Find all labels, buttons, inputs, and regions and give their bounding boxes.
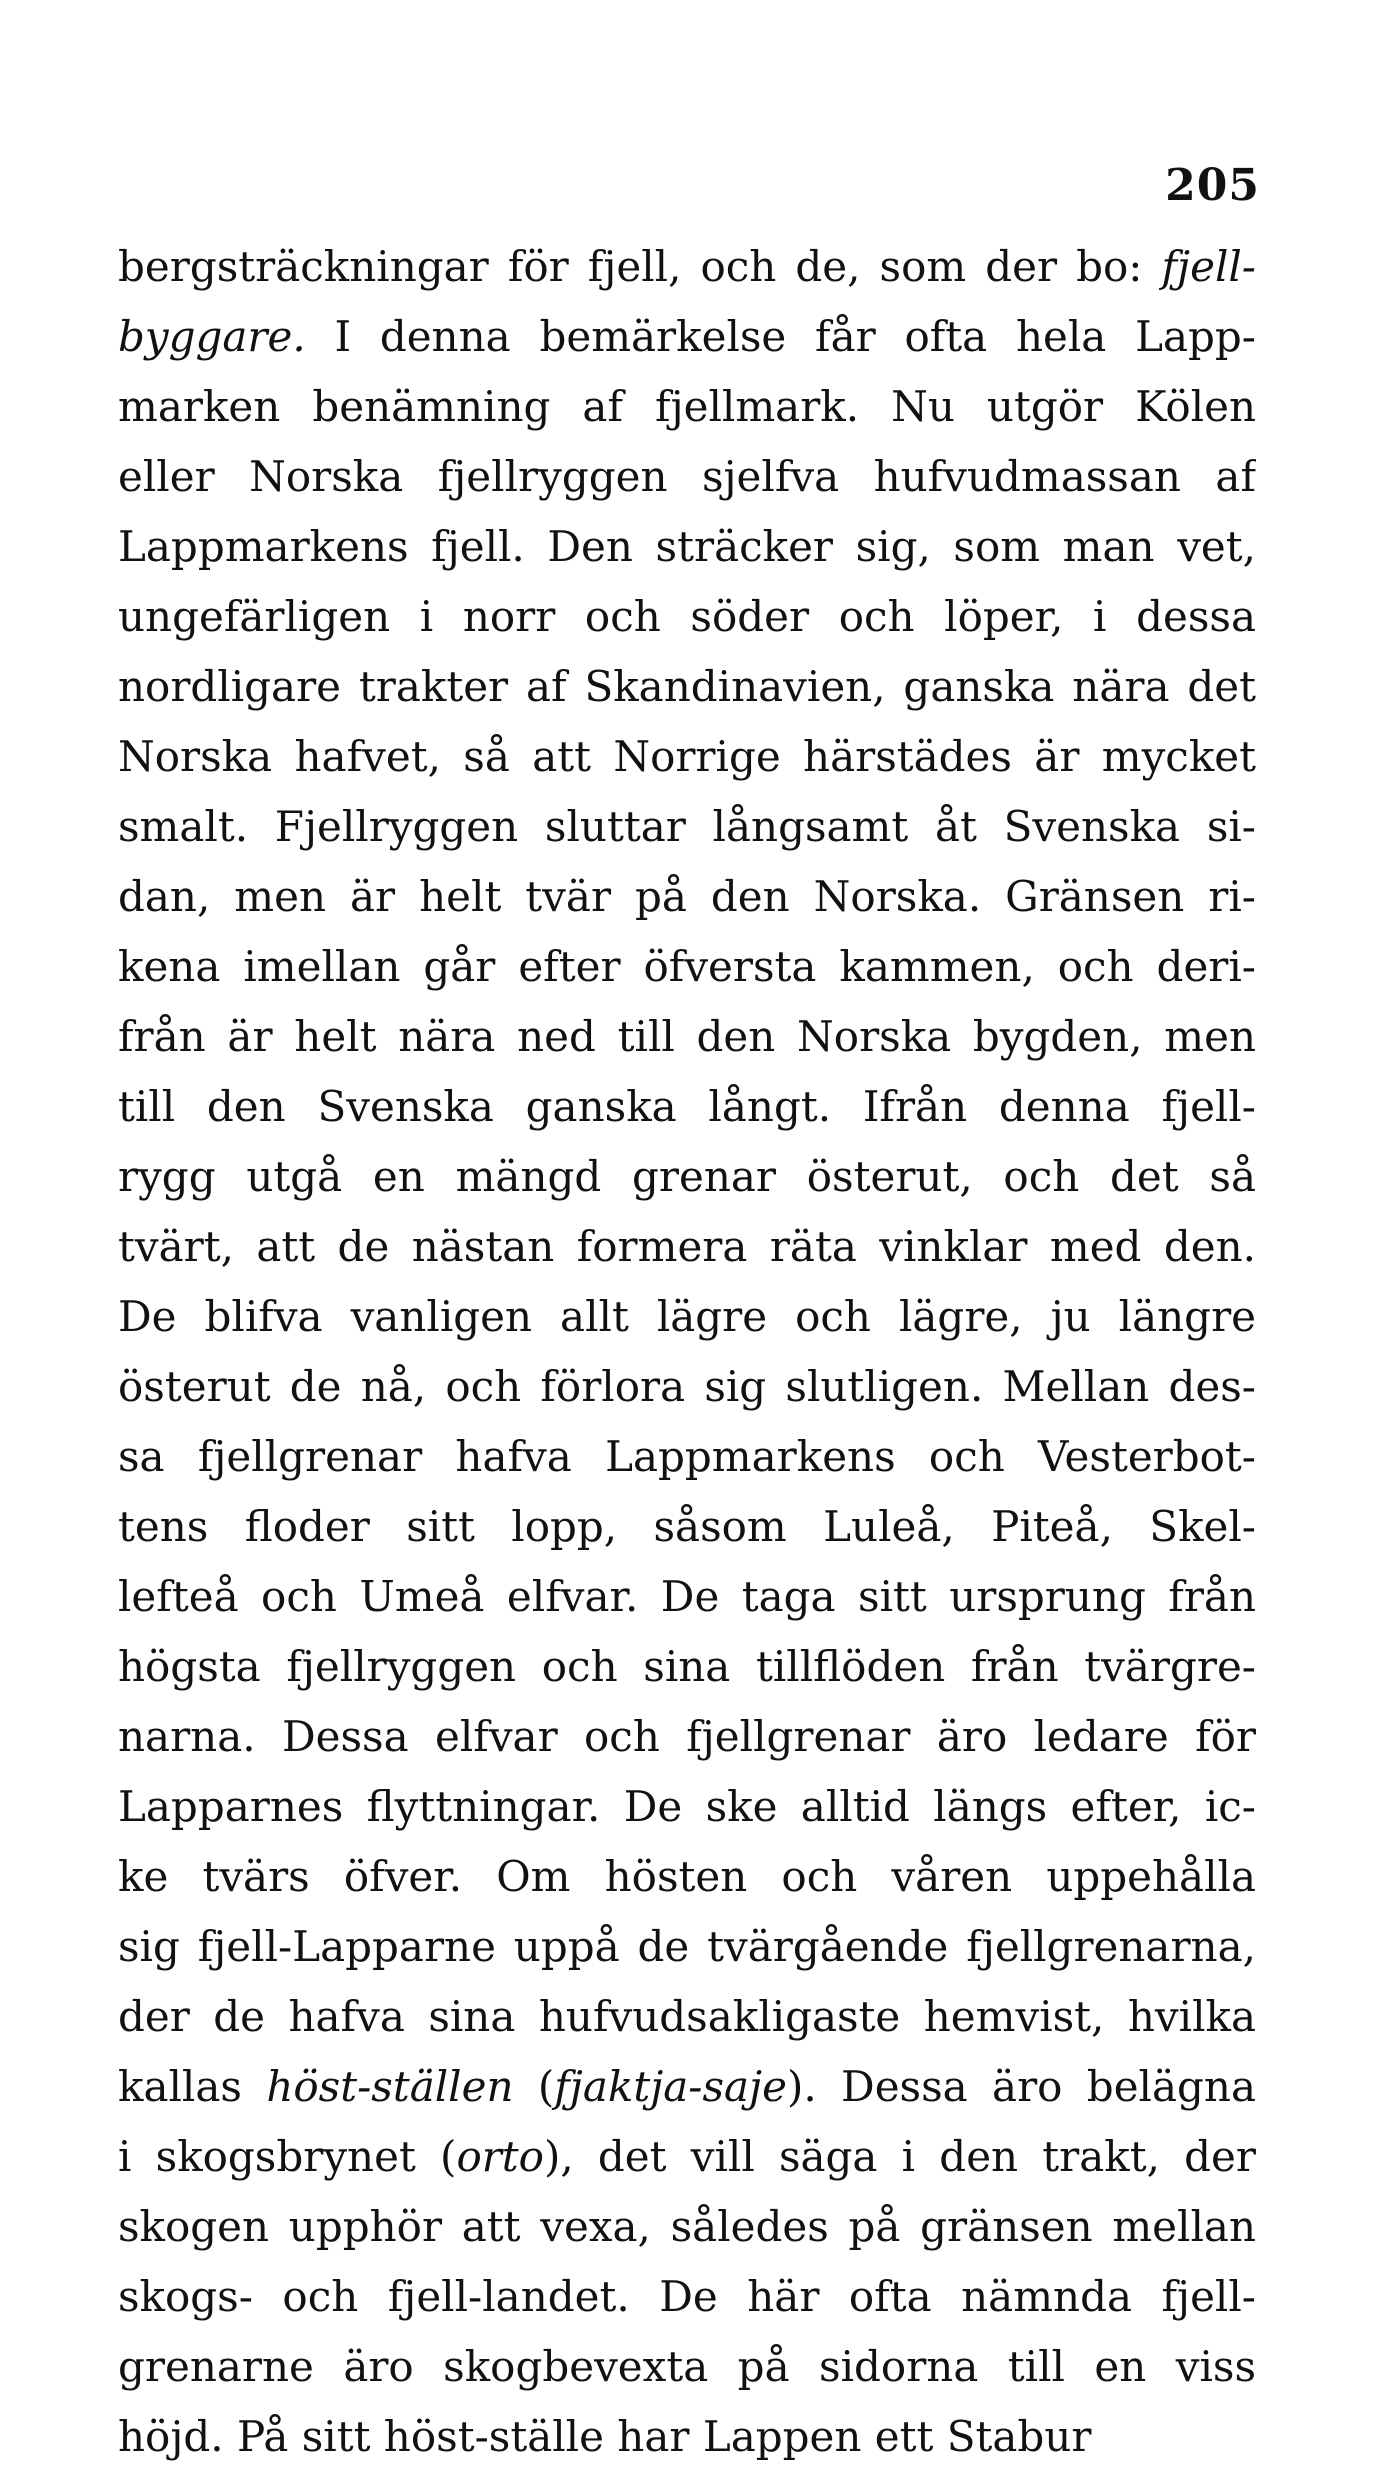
- text-line: bergsträckningar för fjell, och de, som der bo: fjell-: [118, 242, 1256, 291]
- text-line: österut de nå, och förlora sig slutligen. Mellan des-: [118, 1362, 1256, 1411]
- text-line: högsta fjellryggen och sina tillflöden från tvärgre-: [118, 1642, 1256, 1691]
- text-line: sa fjellgrenar hafva Lappmarkens och Vesterbot-: [118, 1432, 1256, 1481]
- text-line: De blifva vanligen allt lägre och lägre, ju längre: [118, 1292, 1256, 1341]
- text-line: höjd. På sitt höst-ställe har Lappen ett Stabur: [118, 2412, 1092, 2461]
- italic-term: byggare.: [118, 312, 306, 361]
- italic-term: orto: [456, 2132, 544, 2181]
- text-line: kena imellan går efter öfversta kammen, och deri-: [118, 942, 1256, 991]
- text-line: nordligare trakter af Skandinavien, ganska nära det: [118, 662, 1256, 711]
- text-line: från är helt nära ned till den Norska bygden, men: [118, 1012, 1256, 1061]
- text-line: i skogsbrynet (orto), det vill säga i den trakt, der: [118, 2132, 1256, 2181]
- text-line: grenarne äro skogbevexta på sidorna till en viss: [118, 2342, 1256, 2391]
- text-line: skogen upphör att vexa, således på gränsen mellan: [118, 2202, 1256, 2251]
- text-line: marken benämning af fjellmark. Nu utgör Kölen: [118, 382, 1256, 431]
- page-number: 205: [1165, 160, 1260, 211]
- text-line: ke tvärs öfver. Om hösten och våren uppehålla: [118, 1852, 1256, 1901]
- text-line: lefteå och Umeå elfvar. De taga sitt ursprung från: [118, 1572, 1256, 1621]
- text-line: der de hafva sina hufvudsakligaste hemvist, hvilka: [118, 1992, 1256, 2041]
- text-line: ungefärligen i norr och söder och löper, i dessa: [118, 592, 1256, 641]
- text-line: Lapparnes flyttningar. De ske alltid längs efter, ic-: [118, 1782, 1256, 1831]
- text-line: eller Norska fjellryggen sjelfva hufvudmassan af: [118, 452, 1256, 501]
- text-line: till den Svenska ganska långt. Ifrån denna fjell-: [118, 1082, 1256, 1131]
- italic-term: fjell-: [1161, 242, 1256, 291]
- body-text: [118, 232, 1256, 2472]
- italic-term: höst-ställen: [266, 2062, 514, 2111]
- text-line: dan, men är helt tvär på den Norska. Gränsen ri-: [118, 872, 1256, 921]
- text-line: smalt. Fjellryggen sluttar långsamt åt Svenska si-: [118, 802, 1256, 851]
- text-line: rygg utgå en mängd grenar österut, och det så: [118, 1152, 1256, 1201]
- text-line: tens floder sitt lopp, såsom Luleå, Piteå, Skel-: [118, 1502, 1256, 1551]
- text-line: byggare. I denna bemärkelse får ofta hela Lapp-: [118, 312, 1256, 361]
- text-line: kallas höst-ställen (fjaktja-saje). Dessa äro belägna: [118, 2062, 1256, 2111]
- text-line: skogs- och fjell-landet. De här ofta nämnda fjell-: [118, 2272, 1256, 2321]
- text-line: sig fjell-Lapparne uppå de tvärgående fjellgrenarna,: [118, 1922, 1256, 1971]
- italic-term: fjaktja-saje: [554, 2062, 787, 2111]
- text-line: Norska hafvet, så att Norrige härstädes är mycket: [118, 732, 1256, 781]
- text-line: narna. Dessa elfvar och fjellgrenar äro ledare för: [118, 1712, 1256, 1761]
- text-line: Lappmarkens fjell. Den sträcker sig, som man vet,: [118, 522, 1256, 571]
- text-line: tvärt, att de nästan formera räta vinklar med den.: [118, 1222, 1256, 1271]
